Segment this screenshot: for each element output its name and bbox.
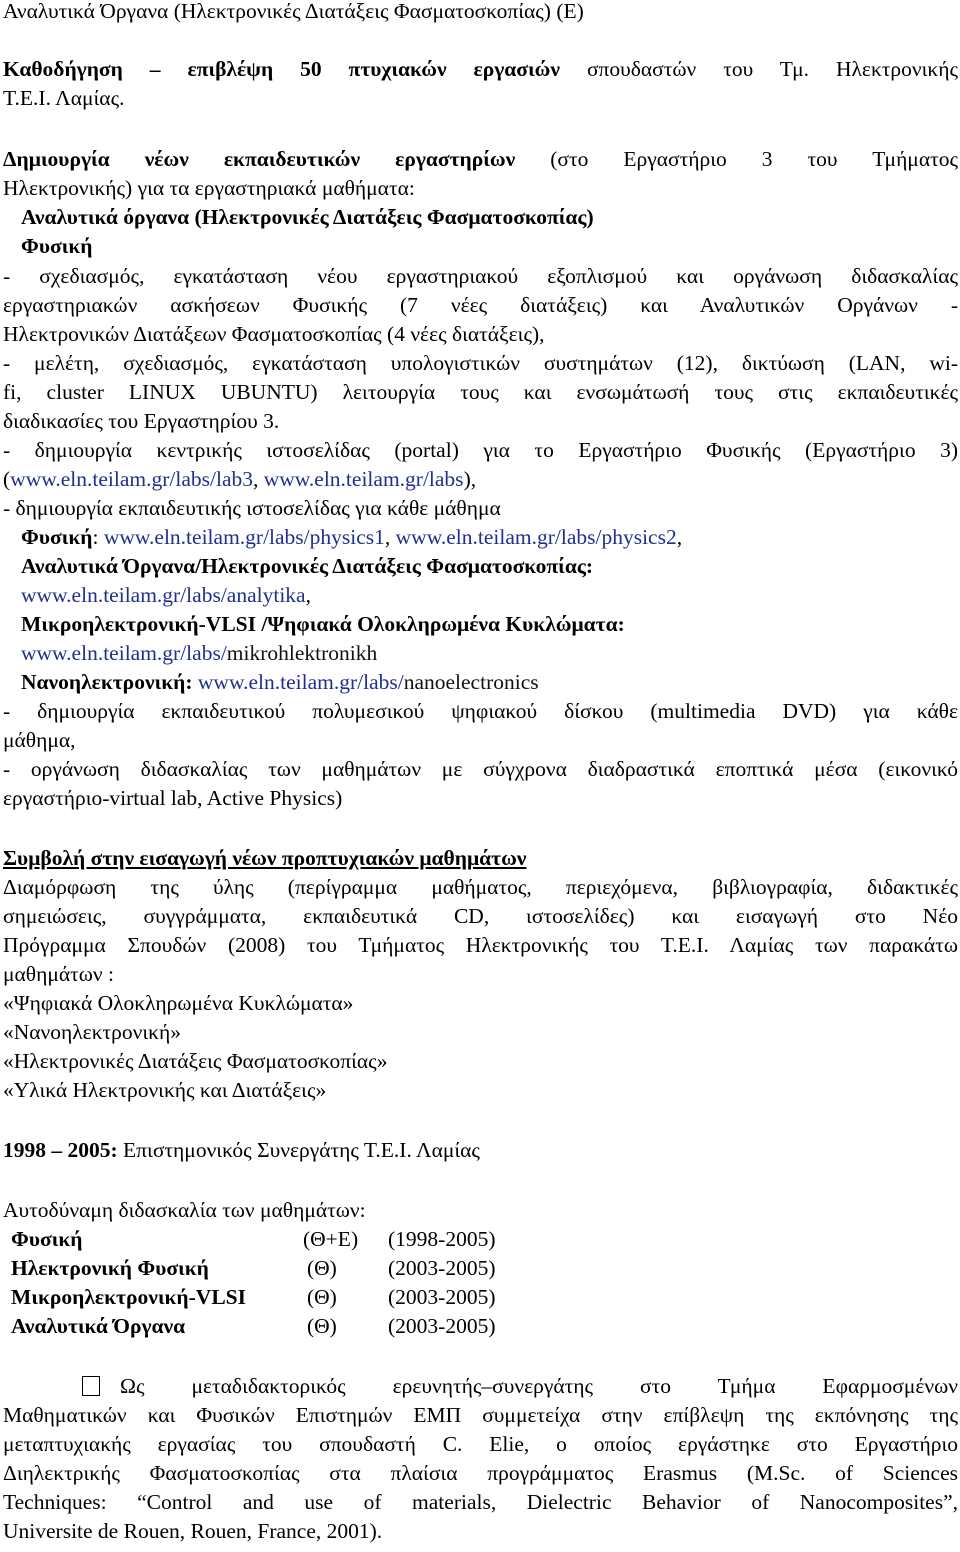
body-text: Universite de Rouen, Rouen, France, 2001). xyxy=(3,1519,383,1543)
section-heading: Συμβολή στην εισαγωγή νέων προπτυχιακών μαθημάτων xyxy=(3,846,527,870)
body-text: εργαστήριο-virtual lab, Active Physics) xyxy=(3,786,343,810)
nano-link[interactable]: www.eln.teilam.gr/labs/ xyxy=(197,670,404,694)
body-text: - μελέτη, σχεδιασμός, εγκατάσταση υπολογιστικών συστημάτων (12), δικτύωση (LAN, wi- xyxy=(3,351,958,375)
lab-course-title: Αναλυτικά όργανα (Ηλεκτρονικές Διατάξεις Φασματοσκοπίας) xyxy=(21,205,594,229)
course-heading: Μικροηλεκτρονική-VLSI /Ψηφιακά Ολοκληρωμένα Κυκλώματα: xyxy=(21,612,625,636)
course-item: «Νανοηλεκτρονική» xyxy=(3,1020,181,1044)
analytika-link[interactable]: www.eln.teilam.gr/labs/analytika xyxy=(21,583,306,607)
course-item: «Υλικά Ηλεκτρονικής και Διατάξεις» xyxy=(3,1078,327,1102)
labs-intro-end: Ηλεκτρονικής) για τα εργαστηριακά μαθήματα: xyxy=(3,176,415,200)
labs-link[interactable]: www.eln.teilam.gr/labs xyxy=(263,467,464,491)
body-text: μεταπτυχιακής εργασίας του σπουδαστή C. Elie, ο οποίος εργάστηκε στο Εργαστήριο xyxy=(3,1432,958,1456)
body-text: διαδικασίες του Εργαστηρίου 3. xyxy=(3,409,280,433)
body-text: Ηλεκτρονικών Διατάξεων Φασματοσκοπίας (4 νέες διατάξεις), xyxy=(3,322,545,346)
body-text: Μαθηματικών και Φυσικών Επιστημών ΕΜΠ συμμετείχα στην επίβλεψη της εκπόνησης της xyxy=(3,1403,958,1427)
labs-intro: Δημιουργία νέων εκπαιδευτικών εργαστηρίων (στο Εργαστήριο 3 του Τμήματος xyxy=(3,147,958,171)
course-heading: Αναλυτικά Όργανα/Ηλεκτρονικές Διατάξεις Φασματοσκοπίας: xyxy=(21,554,594,578)
teaching-row: Μικροηλεκτρονική-VLSI (Θ) (2003-2005) xyxy=(11,1285,496,1309)
body-text: - σχεδιασμός, εγκατάσταση νέου εργαστηριακού εξοπλισμού και οργάνωση διδασκαλίας xyxy=(3,264,958,288)
physics1-link[interactable]: www.eln.teilam.gr/labs/physics1 xyxy=(103,525,385,549)
body-text: Διηλεκτρικής Φασματοσκοπίας στα πλαίσια προγράμματος Erasmus (M.Sc. of Sciences xyxy=(3,1461,958,1485)
body-text: - δημιουργία εκπαιδευτικής ιστοσελίδας για κάθε μάθημα xyxy=(3,496,501,520)
physics-links: Φυσική: www.eln.teilam.gr/labs/physics1, www.eln.teilam.gr/labs/physics2, xyxy=(21,525,683,549)
micro-link[interactable]: www.eln.teilam.gr/labs/ xyxy=(21,641,227,665)
teaching-row: Ηλεκτρονική Φυσική (Θ) (2003-2005) xyxy=(11,1256,496,1280)
course-item: «Ψηφιακά Ολοκληρωμένα Κυκλώματα» xyxy=(3,991,354,1015)
teaching-intro: Αυτοδύναμη διδασκαλία των μαθημάτων: xyxy=(3,1198,366,1222)
course-item: «Ηλεκτρονικές Διατάξεις Φασματοσκοπίας» xyxy=(3,1049,388,1073)
lab3-link[interactable]: www.eln.teilam.gr/labs/lab3 xyxy=(10,467,253,491)
portal-links: (www.eln.teilam.gr/labs/lab3, www.eln.teilam.gr/labs), xyxy=(3,467,477,491)
analytika-link-line: www.eln.teilam.gr/labs/analytika, xyxy=(21,583,311,607)
body-text: - δημιουργία εκπαιδευτικού πολυμεσικού ψηφιακού δίσκου (multimedia DVD) για κάθε xyxy=(3,699,958,723)
position-line: 1998 – 2005: Επιστημονικός Συνεργάτης Τ.Ε.Ι. Λαμίας xyxy=(3,1138,480,1162)
section-heading: Αναλυτικά Όργανα (Ηλεκτρονικές Διατάξεις Φασματοσκοπίας) (Ε) xyxy=(3,0,584,23)
body-text: μάθημα, xyxy=(3,728,76,752)
teaching-row: Αναλυτικά Όργανα (Θ) (2003-2005) xyxy=(11,1314,496,1338)
micro-link-line: www.eln.teilam.gr/labs/mikrohlektronikh xyxy=(21,641,378,665)
body-text: σημειώσεις, συγγράμματα, εκπαιδευτικά CD, ιστοσελίδες) και εισαγωγή στο Νέο xyxy=(3,904,958,928)
supervision-line: Καθοδήγηση – επιβλέψη 50 πτυχιακών εργασιών σπουδαστών του Τμ. Ηλεκτρονικής xyxy=(3,57,958,81)
body-text: Techniques: “Control and use of materials, Dielectric Behavior of Nanocomposites”, xyxy=(3,1490,958,1514)
supervision-line-end: Τ.Ε.Ι. Λαμίας. xyxy=(3,86,125,110)
body-text: εργαστηριακών ασκήσεων Φυσικής (7 νέες διατάξεις) και Αναλυτικών Οργάνων - xyxy=(3,293,958,317)
lab-course-title: Φυσική xyxy=(21,234,93,258)
teaching-row: Φυσική (Θ+Ε) (1998-2005) xyxy=(11,1227,496,1251)
body-text: Διαμόρφωση της ύλης (περίγραμμα μαθήματος, περιεχόμενα, βιβλιογραφία, διδακτικές xyxy=(3,875,958,899)
body-text: - οργάνωση διδασκαλίας των μαθημάτων με σύγχρονα διαδραστικά εποπτικά μέσα (εικονικό xyxy=(3,757,958,781)
bullet-box-icon xyxy=(82,1376,100,1396)
body-text: μαθημάτων : xyxy=(3,962,114,986)
body-text: - δημιουργία κεντρικής ιστοσελίδας (portal) για το Εργαστήριο Φυσικής (Εργαστήριο 3) xyxy=(3,438,958,462)
postdoc-line: Ως μεταδιδακτορικός ερευνητής–συνεργάτης στο Τμήμα Εφαρμοσμένων xyxy=(82,1372,958,1401)
physics2-link[interactable]: www.eln.teilam.gr/labs/physics2 xyxy=(395,525,677,549)
body-text: fi, cluster LINUX UBUNTU) λειτουργία τους και ενσωμάτωσή τους στις εκπαιδευτικές xyxy=(3,380,958,404)
nano-link-line: Νανοηλεκτρονική: www.eln.teilam.gr/labs/nanoelectronics xyxy=(21,670,539,694)
body-text: Πρόγραμμα Σπουδών (2008) του Τμήματος Ηλεκτρονικής του Τ.Ε.Ι. Λαμίας των παρακάτω xyxy=(3,933,958,957)
